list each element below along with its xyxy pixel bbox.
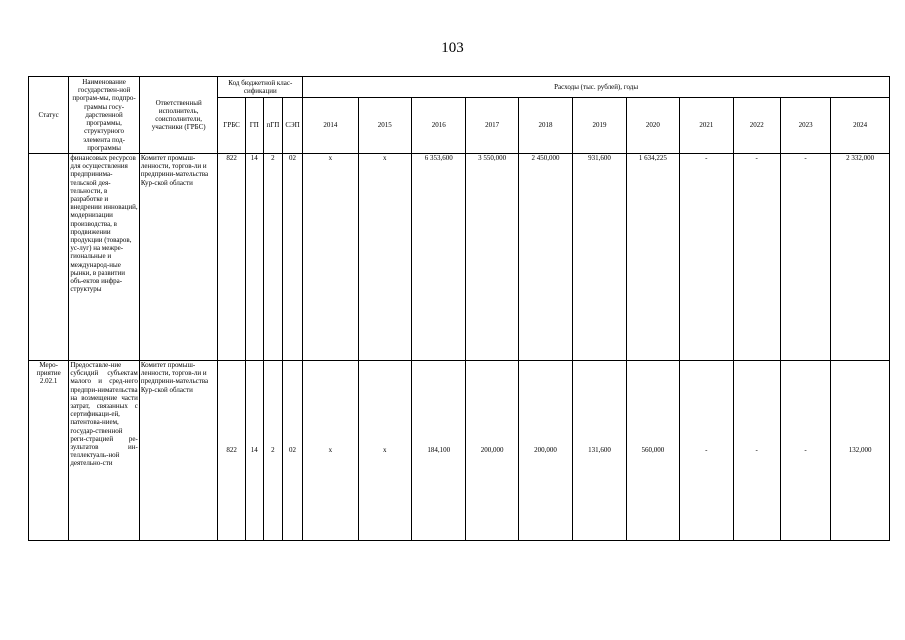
row-value-2024: 2 332,000: [831, 154, 890, 361]
row-value-2020: 560,000: [626, 361, 679, 541]
row-value-2020: 1 634,225: [626, 154, 679, 361]
row-gp: 14: [245, 154, 263, 361]
header-year-2024: 2024: [831, 98, 890, 154]
row-value-2015: x: [358, 154, 411, 361]
table-row: [29, 361, 890, 541]
row-value-2017: 200,000: [466, 361, 518, 541]
row-name: финансовых ресурсов для осуществления предпринима-тельской дея-тельности, в разработке и внедрении инноваций, модернизации производства, в продвижении продукции (товаров, ус-луг) на межре-гиональные и международ-ные рынки, в развитии объ-ектов инфра-структуры: [69, 154, 140, 361]
row-value-2019: 931,600: [573, 154, 626, 361]
header-pgp: пГП: [263, 98, 282, 154]
row-value-2022: -: [733, 154, 780, 361]
header-year-2022: 2022: [733, 98, 780, 154]
row-value-2019: 131,600: [573, 361, 626, 541]
header-expenses: Расходы (тыс. рублей), годы: [303, 77, 890, 98]
row-value-2021: -: [680, 361, 733, 541]
header-gp: ГП: [245, 98, 263, 154]
row-grbs: 822: [218, 361, 245, 541]
header-name: Наименование государствен-ной програм-мы, подпро-граммы госу-дарственной программы, структурного элемента под-программы: [69, 77, 140, 154]
header-year-2014: 2014: [303, 98, 358, 154]
header-year-2018: 2018: [518, 98, 572, 154]
row-value-2015: x: [358, 361, 411, 541]
row-value-2022: -: [733, 361, 780, 541]
row-value-2018: 2 450,000: [518, 154, 572, 361]
row-value-2018: 200,000: [518, 361, 572, 541]
page-number: 103: [441, 40, 464, 56]
header-year-2016: 2016: [412, 98, 466, 154]
header-grbs: ГРБС: [218, 98, 245, 154]
header-year-2017: 2017: [466, 98, 518, 154]
row-value-2016: 184,100: [412, 361, 466, 541]
header-year-2023: 2023: [780, 98, 830, 154]
table-header: [29, 77, 890, 154]
row-value-2023: -: [780, 361, 830, 541]
header-sep: СЭП: [282, 98, 302, 154]
row-sep: 02: [282, 361, 302, 541]
header-year-2019: 2019: [573, 98, 626, 154]
row-pgp: 2: [263, 361, 282, 541]
header-budget-code: Код бюджетной клас-сификации: [218, 77, 303, 98]
header-status: Статус: [29, 77, 69, 154]
row-value-2024: 132,000: [831, 361, 890, 541]
row-value-2016: 6 353,600: [412, 154, 466, 361]
row-status: [29, 154, 69, 361]
header-responsible: Ответственный исполнитель, соисполнители, участники (ГРБС): [139, 77, 218, 154]
header-year-2020: 2020: [626, 98, 679, 154]
table-row: [29, 154, 890, 361]
header-year-2021: 2021: [680, 98, 733, 154]
row-grbs: 822: [218, 154, 245, 361]
header-year-2015: 2015: [358, 98, 411, 154]
row-value-2023: -: [780, 154, 830, 361]
row-sep: 02: [282, 154, 302, 361]
row-responsible: Комитет промыш-ленности, торгов-ли и предприни-мательства Кур-ской области: [139, 154, 218, 361]
row-responsible: Комитет промыш-ленности, торгов-ли и предприни-мательства Кур-ской области: [139, 361, 218, 541]
row-pgp: 2: [263, 154, 282, 361]
row-name: Предоставле-ние субсидий субъектам малого и сред-него предпри-нимательства на возмещение части затрат, связанных с сертификаци-ей, патентова-нием, государ-ственной реги-страцией ре-зультатов ин-теллектуаль-ной деятельно-сти: [69, 361, 140, 541]
row-gp: 14: [245, 361, 263, 541]
budget-expenses-table: [28, 76, 890, 541]
row-value-2014: x: [303, 361, 358, 541]
row-value-2017: 3 550,000: [466, 154, 518, 361]
row-status: Меро-приятие 2.02.1: [29, 361, 69, 541]
row-value-2021: -: [680, 154, 733, 361]
row-value-2014: x: [303, 154, 358, 361]
